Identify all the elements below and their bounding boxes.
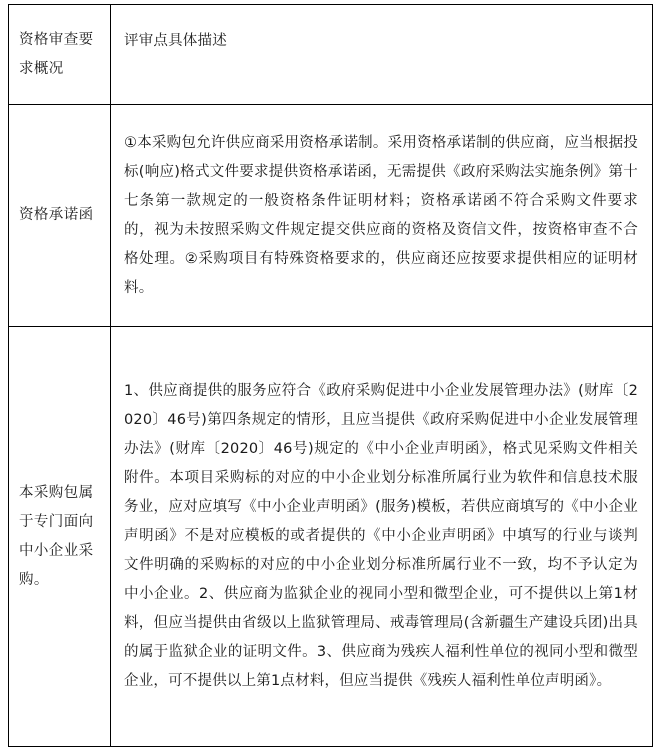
header-cell-description bbox=[111, 5, 653, 105]
header-description-label: 评审点具体描述 bbox=[124, 33, 227, 49]
header-cell-requirement bbox=[9, 5, 111, 105]
requirement-text: 本采购包属于专门面向中小企业采购。 bbox=[19, 484, 94, 588]
table-header-row bbox=[9, 5, 653, 105]
description-cell bbox=[111, 105, 653, 327]
description-cell bbox=[111, 327, 653, 747]
table-row bbox=[9, 327, 653, 747]
header-requirement-label: 资格审查要求概况 bbox=[19, 31, 94, 77]
qualification-review-table bbox=[8, 4, 653, 747]
description-text: 1、供应商提供的服务应符合《政府采购促进中小企业发展管理办法》(财库〔2020〕46号)第四条规定的情形，且应当提供《政府采购促进中小企业发展管理办法》(财库〔2020〕46号)规定的《中小企业声明函》，格式见采购文件相关附件。本项目采购标的对应的中小企业划分标准所属行业为软件和信息技术服务业，应对应填写《中小企业声明函》(服务)模板，若供应商填写的《中小企业声明函》不是对应模板的或者提供的《中小企业声明函》中填写的行业与谈判文件明确的采购标的对应的中小企业划分标准所属行业不一致，均不予认定为中小企业。2、供应商为监狱企业的视同小型和微型企业，可不提供以上第1材料，但应当提供由省级以上监狱管理局、戒毒管理局(含新疆生产建设兵团)出具的属于监狱企业的证明文件。3、供应商为残疾人福利性单位的视同小型和微型企业，可不提供以上第1点材料，但应当提供《残疾人福利性单位声明函》。 bbox=[124, 383, 638, 689]
table-row bbox=[9, 105, 653, 327]
requirement-cell bbox=[9, 105, 111, 327]
requirement-cell bbox=[9, 327, 111, 747]
description-text: ①本采购包允许供应商采用资格承诺制。采用资格承诺制的供应商，应当根据投标(响应)格式文件要求提供资格承诺函，无需提供《政府采购法实施条例》第十七条第一款规定的一般资格条件证明材料；资格承诺函不符合采购文件要求的，视为未按照采购文件规定提交供应商的资格及资信文件，按资格审查不合格处理。②采购项目有特殊资格要求的，供应商还应按要求提供相应的证明材料。 bbox=[124, 134, 638, 296]
requirement-text: 资格承诺函 bbox=[19, 207, 94, 223]
